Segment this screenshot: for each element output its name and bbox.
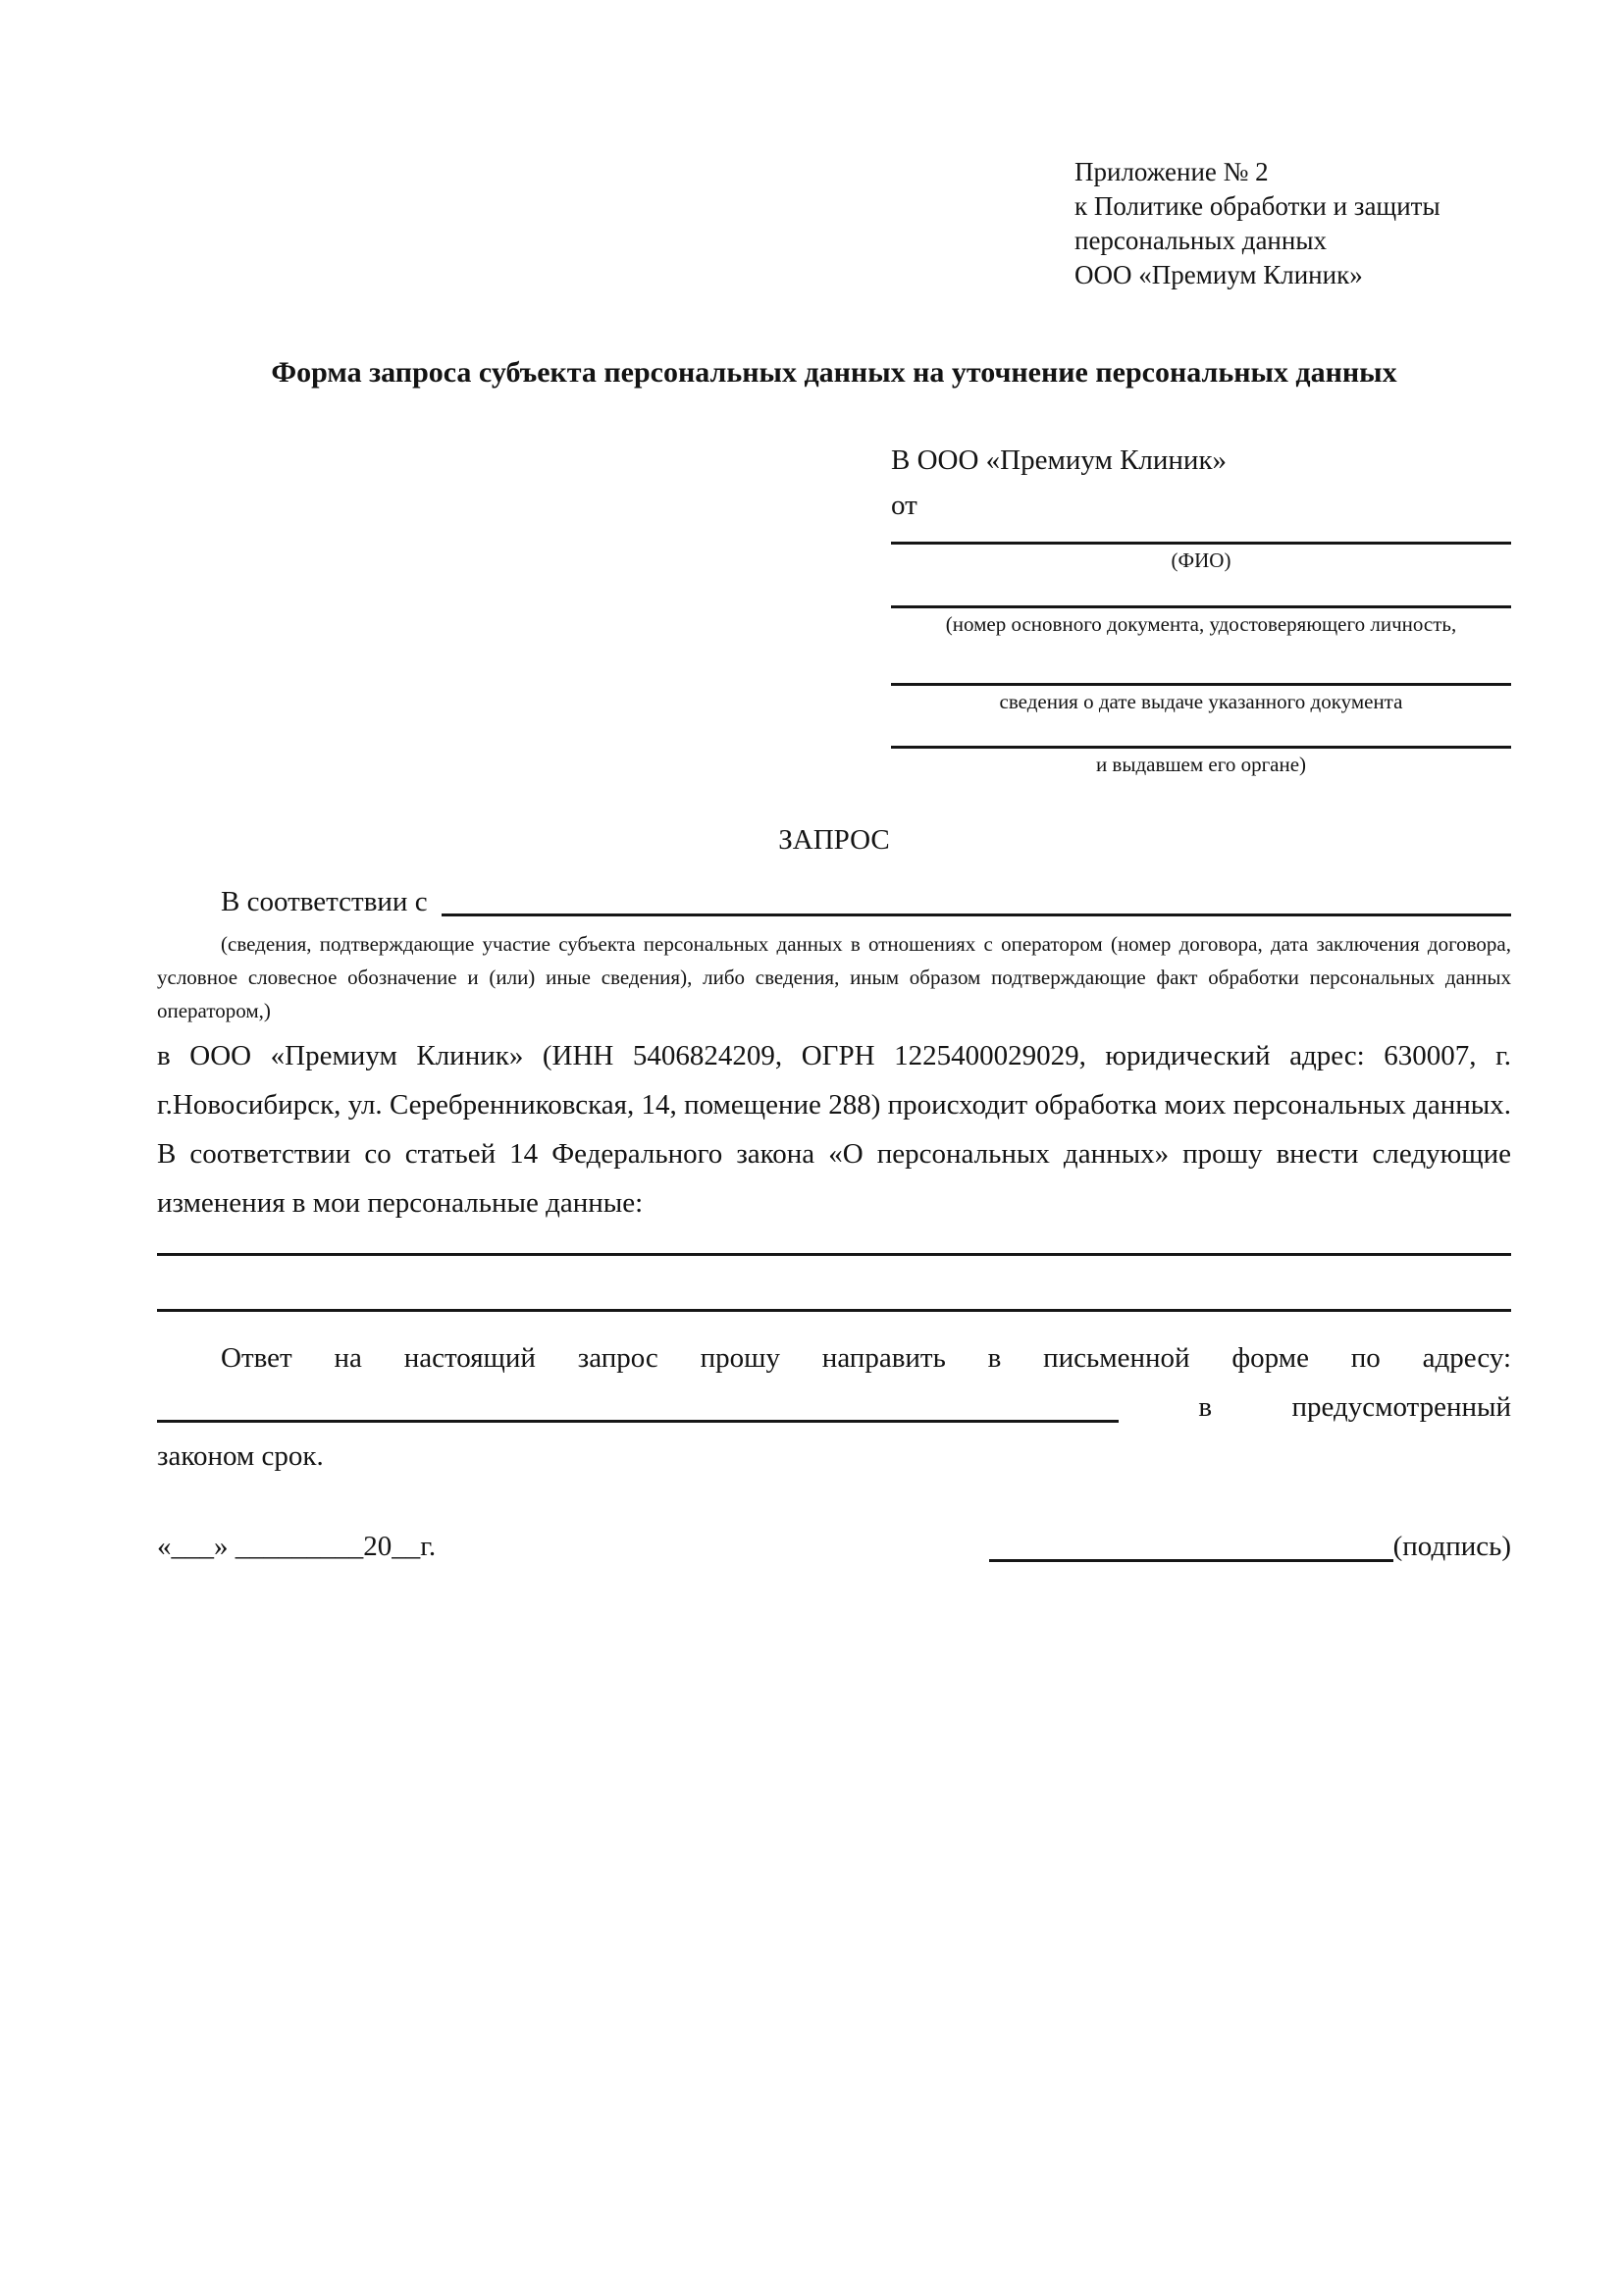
answer-lead-line: Ответ на настоящий запрос прошу направить в письменной форме по адресу:: [221, 1342, 1511, 1374]
appendix-line: персональных данных: [1074, 226, 1327, 255]
document-issue-date-caption: сведения о дате выдаче указанного документа: [999, 690, 1403, 713]
appendix-line: к Политике обработки и защиты: [1074, 191, 1440, 221]
changes-blank-line-2: [157, 1309, 1511, 1312]
lead-blank-line: [442, 913, 1511, 916]
signature-caption: (подпись): [1392, 1531, 1511, 1562]
answer-tail-line: законом срок.: [157, 1440, 324, 1472]
page-title: Форма запроса субъекта персональных данных на уточнение персональных данных: [271, 356, 1397, 389]
address-blank-line: [157, 1420, 1119, 1423]
addressee-block: [891, 438, 1511, 778]
issuing-authority-caption: и выдавшем его органе): [1095, 753, 1307, 776]
fio-caption: (ФИО): [1171, 548, 1231, 572]
signature-blank-line: [989, 1559, 1393, 1562]
addressee-from-label: от: [891, 490, 917, 521]
appendix-line: Приложение № 2: [1074, 157, 1269, 186]
date-blank-text: «___» _________20__г.: [157, 1531, 437, 1562]
appendix-line: ООО «Премиум Клиник»: [1074, 260, 1363, 289]
request-body-paragraph: в ООО «Премиум Клиник» (ИНН 5406824209, ОГРН 1225400029029, юридический адрес: 630007, г. г.Новосибирск, ул. Серебренниковская, 14, помещение 288) происходит обработка моих персональных данных. В соответствии со статьей 14 Федерального закона «О персональных данных» прошу внести следующие изменения в мои персональные данные:: [157, 1040, 1511, 1219]
answer-address-line: [157, 1383, 1511, 1432]
changes-blank-line-1: [157, 1253, 1511, 1256]
document-number-caption: (номер основного документа, удостоверяющего личность,: [945, 612, 1457, 636]
lead-line: [157, 878, 1511, 925]
footer-row: [157, 1524, 1511, 1569]
signature-group: [989, 1524, 1511, 1569]
answer-word: в: [1198, 1391, 1213, 1423]
lead-note: (сведения, подтверждающие участие субъекта персональных данных в отношениях с оператором (номер договора, дата заключения договора, условное словесное обозначение и (или) иные сведения), либо сведения, иным образом подтверждающие факт обработки персональных данных оператором,): [157, 932, 1511, 1022]
appendix-reference-block: [1074, 155, 1511, 292]
answer-word: предусмотренный: [1291, 1391, 1511, 1423]
addressee-to: В ООО «Премиум Клиник»: [891, 444, 1228, 476]
lead-text: В соответствии с: [221, 886, 428, 917]
request-heading: ЗАПРОС: [778, 824, 890, 856]
